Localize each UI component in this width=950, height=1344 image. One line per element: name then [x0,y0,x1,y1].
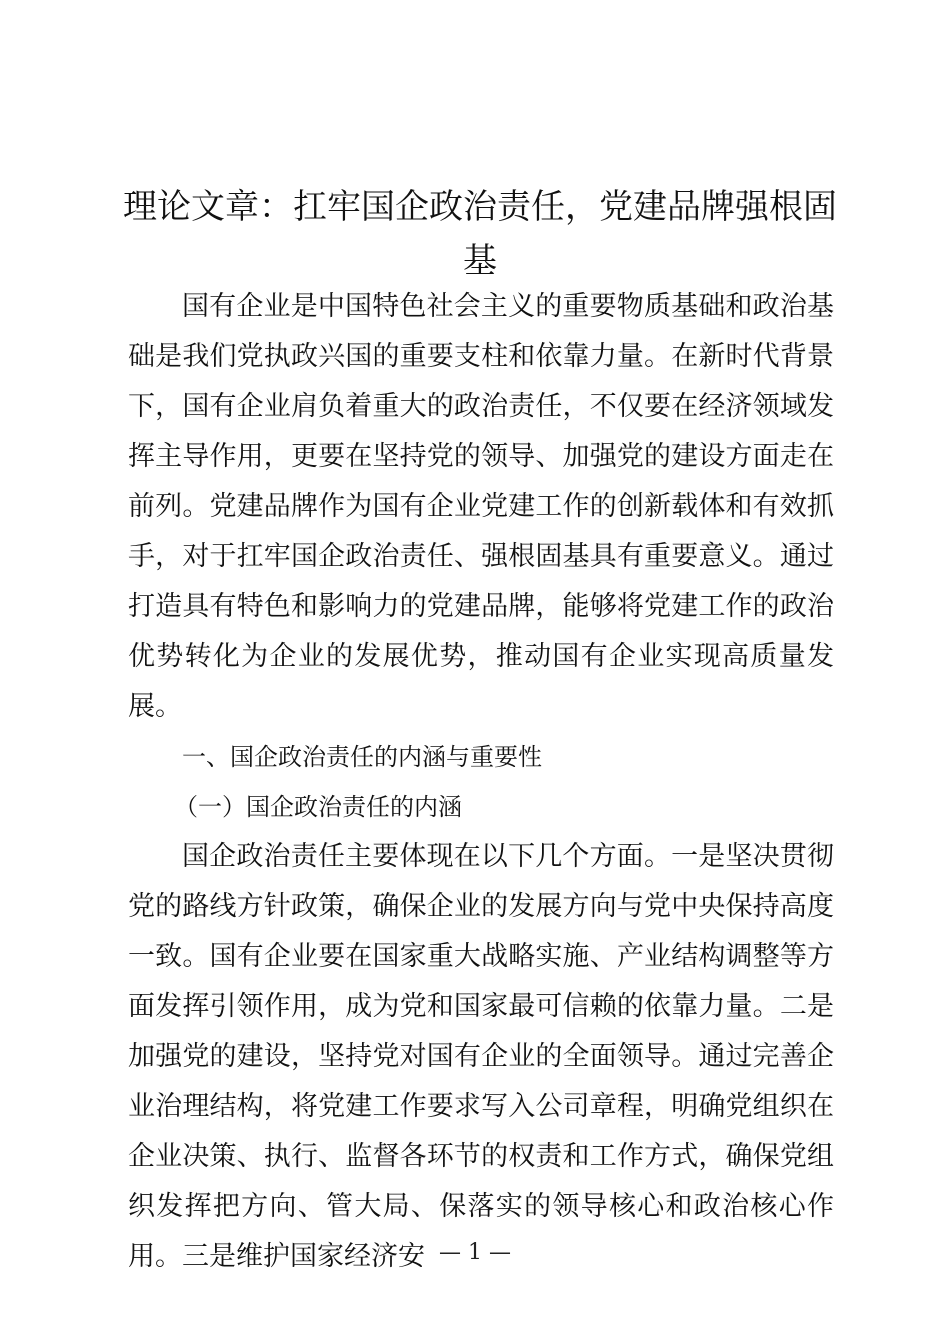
subsection-body-1-1: 国企政治责任主要体现在以下几个方面。一是坚决贯彻党的路线方针政策，确保企业的发展方向与党中央保持高度一致。国有企业要在国家重大战略实施、产业结构调整等方面发挥引领作用，成为党和国家最可信赖的依靠力量。二是加强党的建设，坚持党对国有企业的全面领导。通过完善企业治理结构，将党建工作要求写入公司章程，明确党组织在企业决策、执行、监督各环节的权责和工作方式，确保党组织发挥把方向、管大局、保落实的领导核心和政治核心作用。三是维护国家经济安 [128,841,834,1272]
intro-paragraph: 国有企业是中国特色社会主义的重要物质基础和政治基础是我们党执政兴国的重要支柱和依靠力量。在新时代背景下，国有企业肩负着重大的政治责任，不仅要在经济领域发挥主导作用，更要在坚持党的领导、加强党的建设方面走在前列。党建品牌作为国有企业党建工作的创新载体和有效抓手，对于扛牢国企政治责任、强根固基具有重要意义。通过打造具有特色和影响力的党建品牌，能够将党建工作的政治优势转化为企业的发展优势，推动国有企业实现高质量发展。 [128,291,834,722]
document-body [128,282,834,1282]
page-number: — 1 — [439,1240,511,1265]
document-title: 理论文章：扛牢国企政治责任，党建品牌强根固基 [123,187,837,281]
section-heading-1: 一、国企政治责任的内涵与重要性 [182,743,542,771]
subsection-heading-1-1: （一）国企政治责任的内涵 [174,793,462,821]
